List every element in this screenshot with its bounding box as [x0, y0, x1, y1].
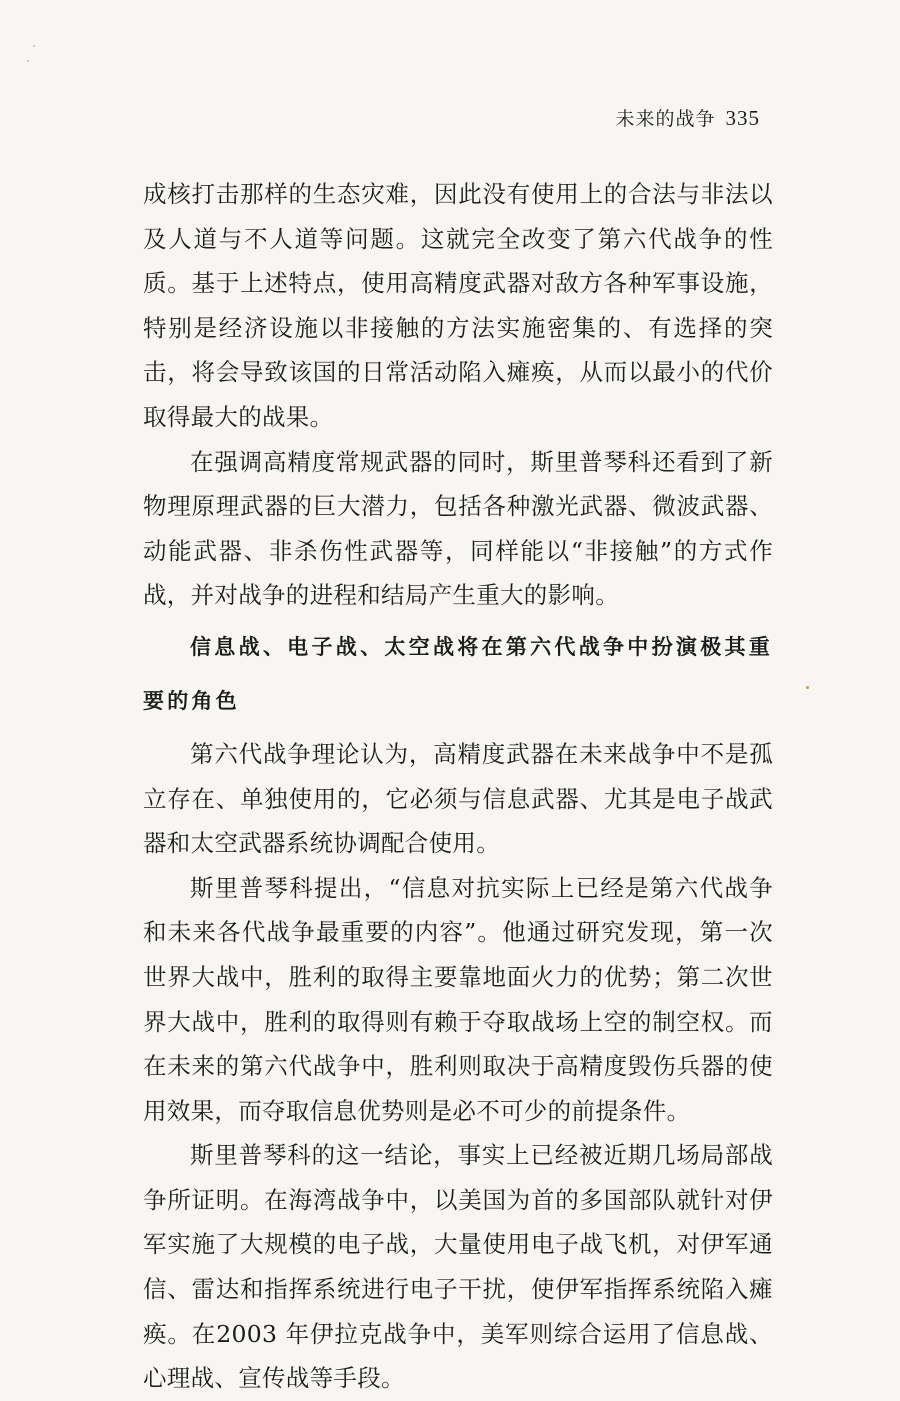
scan-speck [33, 45, 35, 47]
section-heading: 信息战、电子战、太空战将在第六代战争中扮演极其重要的角色 [143, 634, 773, 713]
page-number: 335 [725, 106, 760, 130]
paragraph: 斯里普琴科提出，“信息对抗实际上已经是第六代战争和未来各代战争最重要的内容”。他通过研究发现，第一次世界大战中，胜利的取得主要靠地面火力的优势；第二次世界大战中，胜利的取得则有赖于夺取战场上空的制空权。而在未来的第六代战争中，胜利则取决于高精度毁伤兵器的使用效果，而夺取信息优势则是必不可少的前提条件。 [143, 873, 773, 1125]
paragraph-continued: 成核打击那样的生态灾难，因此没有使用上的合法与非法以及人道与不人道等问题。这就完全改变了第六代战争的性质。基于上述特点，使用高精度武器对敌方各种军事设施，特别是经济设施以非接触的方法实施密集的、有选择的突击，将会导致该国的日常活动陷入瘫痪，从而以最小的代价取得最大的战果。 [143, 180, 773, 431]
chapter-title: 未来的战争 [615, 108, 716, 130]
scan-speck [27, 60, 29, 62]
body-text [143, 172, 773, 1401]
paragraph: 斯里普琴科的这一结论，事实上已经被近期几场局部战争所证明。在海湾战争中，以美国为首的多国部队就针对伊军实施了大规模的电子战，大量使用电子战飞机，对伊军通信、雷达和指挥系统进行电子干扰，使伊军指挥系统陷入瘫痪。在2003 年伊拉克战争中，美军则综合运用了信息战、心理战、宣传战等手段。 [143, 1141, 773, 1393]
paragraph: 第六代战争理论认为，高精度武器在未来战争中不是孤立存在、单独使用的，它必须与信息武器、尤其是电子战武器和太空武器系统协调配合使用。 [143, 739, 773, 858]
paragraph: 在强调高精度常规武器的同时，斯里普琴科还看到了新物理原理武器的巨大潜力，包括各种激光武器、微波武器、动能武器、非杀伤性武器等，同样能以“非接触”的方式作战，并对战争的进程和结局产生重大的影响。 [143, 447, 773, 610]
running-header [615, 104, 760, 131]
scan-speck [806, 686, 809, 689]
